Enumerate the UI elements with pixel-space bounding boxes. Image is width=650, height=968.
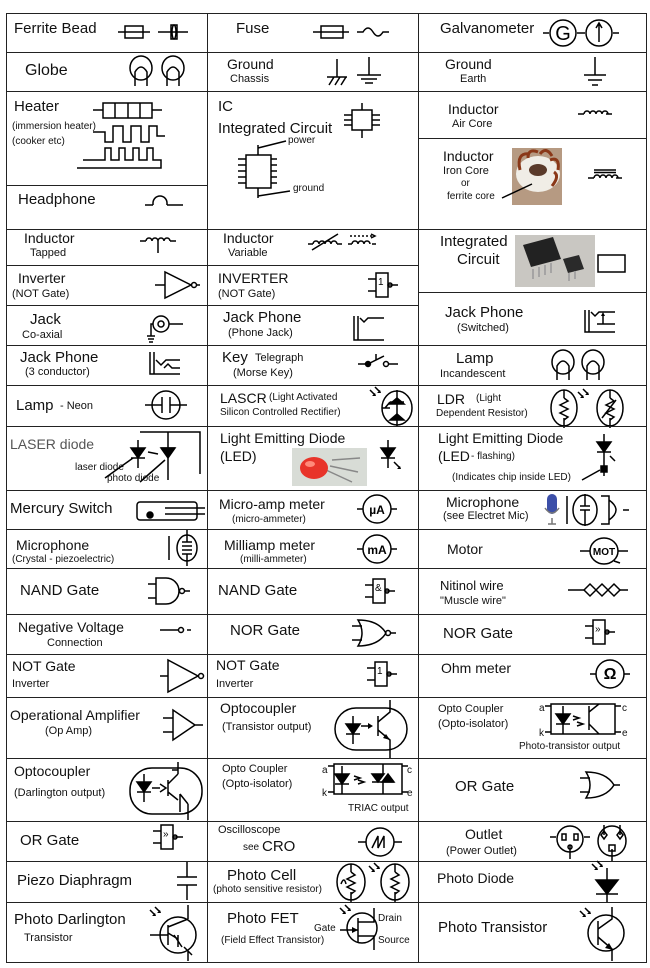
integrated-circuit-symbol-icon — [515, 235, 595, 287]
jack-phone-3-title: Jack Phone — [20, 349, 99, 366]
inductor-iron-title: Inductor — [443, 148, 494, 164]
ohm-meter-symbol-icon — [590, 660, 632, 690]
svg-text:1: 1 — [378, 277, 384, 288]
inductor-iron-sub: Iron Core — [443, 165, 489, 177]
led-flashing-note: (Indicates chip inside LED) — [452, 472, 571, 483]
jack-phone-switched-sub: (Switched) — [457, 322, 509, 334]
opto-transistor-sub: (Transistor output) — [222, 721, 312, 733]
op-amp-symbol-icon — [163, 710, 203, 740]
microphone-sub: (see Electret Mic) — [443, 510, 529, 522]
lamp-neon-title: Lamp — [16, 397, 54, 414]
milliamp-symbol-icon — [357, 535, 399, 565]
oscilloscope-see: see — [243, 842, 260, 853]
lamp-neon-suffix: - Neon — [60, 400, 94, 412]
opto-phototransistor-label: Photo-transistor output — [519, 741, 621, 752]
jack-phone-sub: (Phone Jack) — [228, 327, 293, 339]
photo-cell-symbol-icon — [333, 862, 413, 902]
ground-chassis-sub: Chassis — [230, 73, 270, 85]
led-flashing-symbol-icon — [594, 430, 624, 486]
inductor-air-symbol-icon — [578, 108, 614, 118]
motor-symbol-icon — [580, 537, 630, 567]
ground-earth-title: Ground — [445, 56, 492, 72]
galvanometer-title: Galvanometer — [440, 20, 535, 37]
lamp-title: Lamp — [456, 350, 494, 367]
not-gate1-sub: Inverter — [12, 678, 50, 690]
inverter2-sub: (NOT Gate) — [218, 288, 276, 300]
galvanometer-symbol-icon — [543, 18, 628, 48]
ic-label-ground: ground — [293, 183, 325, 194]
inverter1-title: Inverter — [18, 270, 66, 286]
photo-fet-source: Source — [378, 935, 410, 946]
not-gate2-sub: Inverter — [216, 678, 254, 690]
jack-coax-symbol-icon — [145, 310, 185, 342]
opto-phototransistor-symbol-icon — [545, 702, 620, 738]
outlet-sub: (Power Outlet) — [446, 845, 517, 857]
svg-text:mA: mA — [367, 543, 387, 557]
headphone-symbol-icon — [145, 193, 185, 209]
nitinol-sub: "Muscle wire" — [440, 595, 506, 607]
opto-darlington-title: Optocoupler — [14, 763, 91, 779]
not-gate1-title: NOT Gate — [12, 658, 76, 674]
svg-text:»: » — [163, 829, 169, 840]
not-gate2-title: NOT Gate — [216, 657, 280, 673]
heater-sub1: (immersion heater) — [12, 121, 96, 132]
photo-darlington-sub: Transistor — [24, 932, 73, 944]
inverter1-sub: (NOT Gate) — [12, 288, 70, 300]
micro-amp-title: Micro-amp meter — [219, 496, 325, 512]
nitinol-symbol-icon — [568, 583, 628, 597]
negative-voltage-title: Negative Voltage — [18, 619, 124, 635]
laser-diode-label1: laser diode — [75, 462, 124, 473]
ldr-title: LDR — [437, 391, 466, 407]
not-gate1-symbol-icon — [160, 658, 205, 694]
ground-earth-symbol-icon — [582, 55, 612, 87]
piezo-symbol-icon — [175, 862, 199, 900]
led-symbol-2-icon — [380, 440, 404, 485]
ic-title2: Integrated Circuit — [218, 120, 333, 137]
opto-phototransistor-c: c — [622, 703, 627, 714]
key-telegraph-suffix: Telegraph — [255, 352, 304, 364]
photo-fet-sub: (Field Effect Transistor) — [221, 935, 325, 946]
integrated-circuit-title2: Circuit — [457, 251, 500, 268]
ferrite-bead-title: Ferrite Bead — [14, 20, 97, 37]
oscilloscope-symbol-icon — [358, 828, 403, 858]
microphone-title: Microphone — [446, 494, 520, 510]
not-gate2-symbol-icon — [367, 660, 409, 690]
laser-diode-title: LASER diode — [10, 436, 95, 452]
key-telegraph-sub: (Morse Key) — [233, 367, 293, 379]
nor2-title: NOR Gate — [443, 625, 514, 642]
nand2-title: NAND Gate — [218, 582, 298, 599]
photo-diode-title: Photo Diode — [437, 870, 515, 886]
fuse-title: Fuse — [236, 20, 270, 37]
opto-triac-symbol-icon — [328, 762, 408, 800]
inductor-iron-symbol-2-icon — [588, 168, 624, 182]
mercury-switch-title: Mercury Switch — [10, 500, 113, 517]
jack-phone-3-sub: (3 conductor) — [25, 366, 90, 378]
nor2-symbol-icon — [585, 618, 627, 648]
inductor-iron-sub2: ferrite core — [447, 191, 495, 202]
opto-phototransistor-e: e — [622, 728, 628, 739]
opto-transistor-symbol-icon — [333, 700, 408, 758]
lascr-symbol-icon — [370, 390, 415, 426]
microphone-symbol-icon — [545, 494, 635, 528]
mercury-switch-symbol-icon — [135, 500, 205, 522]
laser-diode-label2: photo diode — [107, 473, 160, 484]
inductor-variable-sub: Variable — [228, 247, 268, 259]
globe-title: Globe — [25, 62, 68, 79]
lamp-sub: Incandescent — [440, 368, 506, 380]
nand1-title: NAND Gate — [20, 582, 100, 599]
inverter1-symbol-icon — [155, 270, 200, 300]
photo-fet-symbol-icon — [338, 906, 378, 946]
op-amp-title: Operational Amplifier — [10, 707, 140, 723]
inductor-variable-title: Inductor — [223, 230, 274, 246]
outlet-title: Outlet — [465, 826, 503, 842]
ground-earth-sub: Earth — [460, 73, 487, 85]
oscilloscope-cro: CRO — [262, 838, 296, 855]
micro-amp-sub: (micro-ammeter) — [232, 514, 306, 525]
opto-triac-e: e — [407, 788, 413, 799]
photo-transistor-title: Photo Transistor — [438, 919, 548, 936]
microphone-crystal-sub: (Crystal - piezoelectric) — [12, 554, 115, 565]
negative-voltage-symbol-icon — [160, 625, 195, 635]
photo-fet-drain: Drain — [378, 913, 402, 924]
svg-text:MOT: MOT — [592, 547, 616, 558]
laser-diode-symbol-icon — [110, 430, 200, 488]
lamp-neon-symbol-icon — [145, 390, 187, 420]
ic-symbol-icon — [340, 103, 390, 143]
inductor-air-title: Inductor — [448, 101, 499, 117]
ohm-meter-title: Ohm meter — [441, 660, 512, 676]
ferrite-bead-symbol-icon — [118, 22, 193, 44]
inverter2-title: INVERTER — [218, 270, 289, 286]
headphone-title: Headphone — [18, 191, 96, 208]
led-flashing-title: Light Emitting Diode — [438, 430, 564, 446]
ground-chassis-symbol-icon — [325, 55, 390, 87]
opto-phototransistor-k: k — [539, 728, 544, 739]
opto-phototransistor-title: Opto Coupler — [438, 703, 504, 715]
nand2-symbol-icon — [365, 578, 407, 608]
op-amp-sub: (Op Amp) — [45, 725, 93, 737]
opto-darlington-sub: (Darlington output) — [14, 787, 106, 799]
microphone-crystal-title: Microphone — [16, 537, 90, 553]
ic-title: IC — [218, 98, 233, 115]
lamp-symbol-icon — [552, 350, 614, 382]
jack-phone-switched-title: Jack Phone — [445, 304, 524, 321]
nitinol-title: Nitinol wire — [440, 578, 504, 593]
photo-darlington-title: Photo Darlington — [14, 911, 126, 928]
svg-text:G: G — [555, 23, 571, 45]
lascr-title: LASCR — [220, 390, 267, 406]
ldr-sub: Dependent Resistor) — [436, 408, 528, 419]
lascr-sub: Silicon Controlled Rectifier) — [220, 407, 341, 418]
photo-diode-symbol-icon — [592, 862, 622, 902]
outlet-symbol-icon — [550, 823, 632, 861]
inductor-iron-or: or — [461, 178, 470, 189]
jack-coax-title: Jack — [30, 311, 61, 328]
ic-symbol-2-icon — [230, 140, 295, 200]
opto-phototransistor-a: a — [539, 703, 545, 714]
led-symbol-icon — [292, 448, 367, 486]
photo-cell-sub: (photo sensitive resistor) — [213, 884, 322, 895]
svg-text:&: & — [375, 583, 382, 594]
svg-text:»: » — [595, 624, 601, 635]
jack-phone-symbol-icon — [352, 314, 387, 342]
inductor-tapped-title: Inductor — [24, 230, 75, 246]
opto-triac-label: TRIAC output — [348, 803, 409, 814]
photo-cell-title: Photo Cell — [227, 867, 297, 884]
opto-triac-c: c — [407, 765, 412, 776]
nand1-symbol-icon — [148, 578, 193, 606]
or-gate1-symbol-icon — [153, 825, 193, 855]
nor1-symbol-icon — [352, 618, 402, 648]
inductor-iron-symbol-icon — [512, 148, 562, 205]
led-flashing-title2: (LED — [438, 448, 470, 464]
inductor-air-sub: Air Core — [452, 118, 493, 130]
jack-phone-3-symbol-icon — [148, 350, 183, 378]
inverter2-symbol-icon — [368, 270, 410, 300]
ic-label-power: power — [288, 135, 316, 146]
milliamp-sub: (milli-ammeter) — [240, 554, 307, 565]
ldr-suffix: (Light — [476, 393, 502, 404]
ground-chassis-title: Ground — [227, 56, 274, 72]
led-title: Light Emitting Diode — [220, 430, 346, 446]
opto-phototransistor-sub: (Opto-isolator) — [438, 718, 509, 730]
jack-phone-title: Jack Phone — [223, 309, 302, 326]
nor1-title: NOR Gate — [230, 622, 301, 639]
lascr-suffix: (Light Activated — [269, 392, 338, 403]
or-gate2-title: OR Gate — [455, 778, 515, 795]
jack-phone-switched-symbol-icon — [583, 308, 618, 338]
inductor-tapped-symbol-icon — [140, 235, 180, 255]
svg-text:Ω: Ω — [603, 666, 617, 683]
milliamp-title: Milliamp meter — [224, 537, 316, 553]
heater-sub2: (cooker etc) — [12, 136, 65, 147]
opto-darlington-symbol-icon — [128, 760, 204, 820]
or-gate2-symbol-icon — [580, 770, 625, 800]
svg-text:µA: µA — [369, 503, 385, 517]
opto-transistor-title: Optocoupler — [220, 700, 297, 716]
opto-triac-sub: (Opto-isolator) — [222, 778, 293, 790]
oscilloscope-title: Oscilloscope — [218, 824, 281, 836]
fuse-symbol-icon — [313, 22, 393, 44]
inductor-tapped-sub: Tapped — [30, 247, 67, 259]
piezo-title: Piezo Diaphragm — [17, 872, 133, 889]
micro-amp-symbol-icon — [357, 495, 399, 525]
led-title2: (LED) — [220, 448, 257, 464]
integrated-circuit-symbol-2-icon — [597, 254, 627, 274]
jack-coax-sub: Co-axial — [22, 329, 63, 341]
led-flashing-suffix: - flashing) — [471, 451, 515, 462]
photo-fet-gate: Gate — [314, 923, 336, 934]
opto-triac-title: Opto Coupler — [222, 763, 288, 775]
microphone-crystal-symbol-icon — [167, 530, 207, 566]
key-telegraph-title: Key — [222, 349, 248, 366]
key-telegraph-symbol-icon — [358, 352, 398, 372]
heater-title: Heater — [14, 98, 60, 115]
integrated-circuit-title: Integrated — [440, 233, 508, 250]
heater-symbol-icon — [78, 100, 163, 176]
inductor-variable-symbol-icon — [308, 232, 378, 252]
globe-symbol-icon — [130, 56, 190, 88]
negative-voltage-sub: Connection — [47, 637, 103, 649]
or-gate1-title: OR Gate — [20, 832, 80, 849]
svg-text:1: 1 — [377, 666, 383, 677]
opto-triac-k: k — [322, 788, 327, 799]
motor-title: Motor — [447, 541, 483, 557]
ldr-symbol-icon — [550, 388, 635, 428]
opto-triac-a: a — [322, 765, 328, 776]
photo-fet-title: Photo FET — [227, 910, 299, 927]
photo-transistor-symbol-icon — [580, 907, 628, 962]
photo-darlington-symbol-icon — [150, 905, 205, 961]
